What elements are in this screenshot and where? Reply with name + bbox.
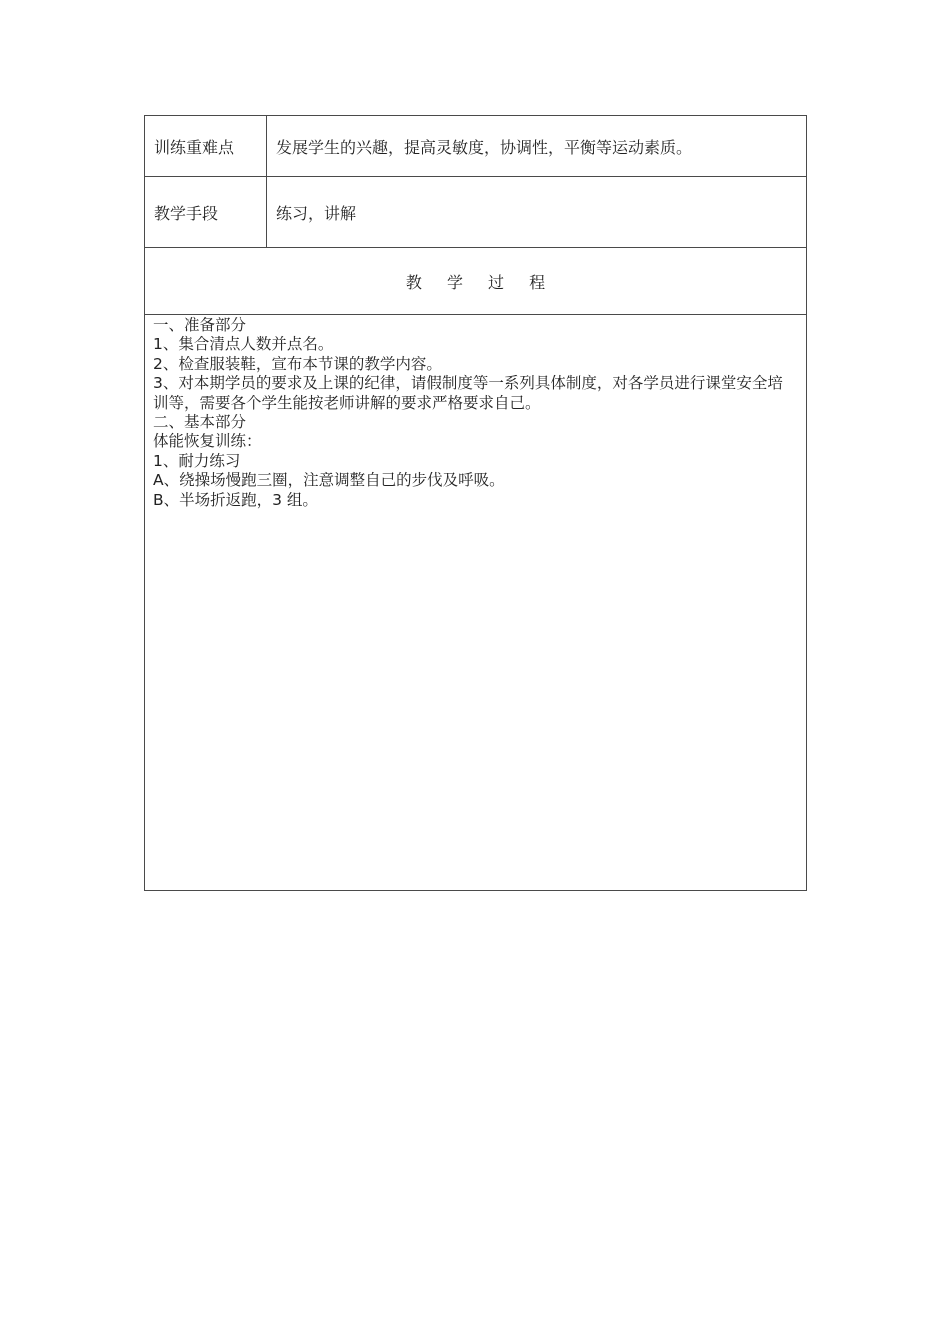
process-heading-cell xyxy=(145,248,807,315)
lesson-plan-table xyxy=(144,115,807,891)
methods-label: 教学手段 xyxy=(145,177,267,248)
process-line: 3、对本期学员的要求及上课的纪律，请假制度等一系列具体制度，对各学员进行课堂安全培训等，需要各个学生能按老师讲解的要求严格要求自己。 xyxy=(153,374,783,412)
table-row-process-heading xyxy=(145,248,807,315)
process-line: 二、基本部分 xyxy=(153,413,247,432)
process-line: 一、准备部分 xyxy=(153,316,247,334)
table-row-difficulty xyxy=(145,116,807,177)
process-content-cell xyxy=(145,315,807,891)
process-line: A、绕操场慢跑三圈，注意调整自己的步伐及呼吸。 xyxy=(153,471,505,490)
process-line: B、半场折返跑，3 组。 xyxy=(153,490,318,509)
table-row-methods xyxy=(145,177,807,248)
process-line: 1、耐力练习 xyxy=(153,451,241,470)
difficulty-label: 训练重难点 xyxy=(145,116,267,177)
process-line: 2、检查服装鞋，宣布本节课的教学内容。 xyxy=(153,354,442,373)
table-row-process-content xyxy=(145,315,807,891)
process-line: 1、集合清点人数并点名。 xyxy=(153,335,334,354)
methods-value: 练习，讲解 xyxy=(267,177,807,248)
process-line: 体能恢复训练： xyxy=(153,432,262,451)
process-heading: 教 学 过 程 xyxy=(405,272,556,292)
difficulty-value: 发展学生的兴趣，提高灵敏度，协调性，平衡等运动素质。 xyxy=(267,116,807,177)
